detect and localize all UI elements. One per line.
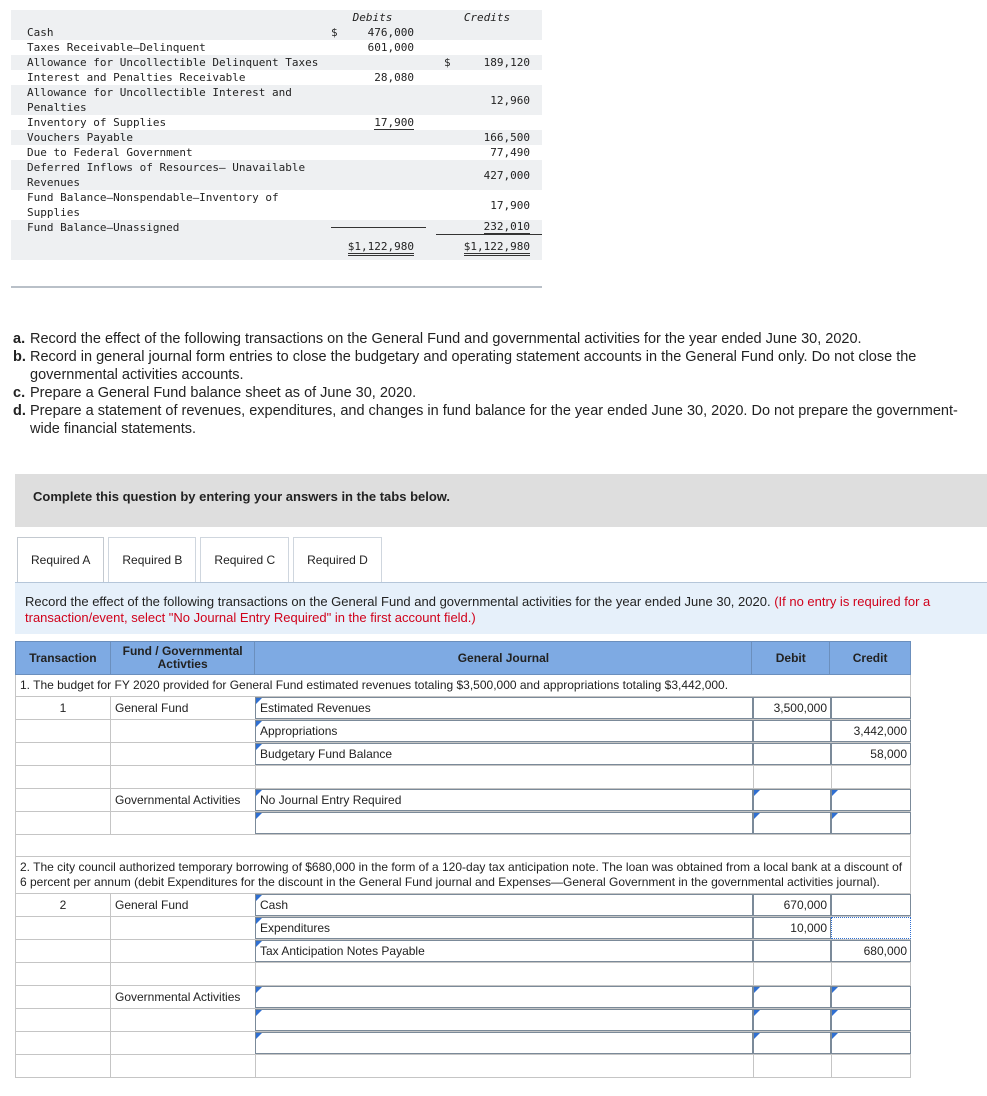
debit-input[interactable]: [753, 1032, 831, 1054]
general-journal-header: General Journal: [255, 642, 752, 674]
account-select[interactable]: [255, 1009, 753, 1031]
debit-amount: 17,900: [374, 115, 414, 129]
table-row: [15, 766, 911, 789]
debit-input[interactable]: [753, 986, 831, 1008]
transaction-description: 2. The city council authorized temporary borrowing of $680,000 in the form of a 120-day tax anticipation note. The loan was obtained from a local bank at a discount of 6 percent per annum (debit Expenditures for the discount in the General Fund journal and Expenses—General Government in the governmental activities journal).: [15, 856, 911, 894]
total-debits: $1,122,980: [348, 240, 414, 256]
credit-input[interactable]: [831, 812, 911, 834]
instructions: [13, 330, 963, 438]
account-select[interactable]: [255, 812, 753, 834]
credit-amount: 232,010: [483, 220, 530, 233]
instruction-b: b. Record in general journal form entries to close the budgetary and operating statement accounts in the General Fund only. Do not close the governmental activities accounts.: [13, 349, 917, 383]
account-name: Inventory of Supplies: [27, 116, 167, 129]
table-row: [15, 1055, 911, 1078]
divider: [11, 286, 542, 288]
credit-input[interactable]: [831, 894, 911, 916]
tab-required-c[interactable]: Required C: [200, 537, 289, 582]
table-row: [15, 720, 911, 743]
table-row: [15, 894, 911, 917]
debit-input[interactable]: [753, 940, 831, 962]
trial-balance-row: [11, 160, 542, 190]
credit-input[interactable]: 680,000: [831, 940, 911, 962]
credit-currency: $: [444, 56, 451, 69]
instruction-c: c. Prepare a General Fund balance sheet as of June 30, 2020.: [13, 385, 417, 401]
debit-currency: $: [331, 26, 338, 39]
credit-amount: 427,000: [483, 168, 530, 182]
credit-amount: 12,960: [490, 93, 530, 107]
credit-header: Credit: [852, 650, 888, 665]
journal-table: [15, 641, 911, 1078]
instruction-a: a. Record the effect of the following transactions on the General Fund and governmental activities for the year ended June 30, 2020.: [13, 331, 862, 347]
credit-input[interactable]: [831, 789, 911, 811]
trial-balance-row: [11, 70, 542, 85]
table-row: [15, 812, 911, 835]
prompt-note: (If no entry is required for a transaction/event, select "No Journal Entry Required" in the first account field.): [25, 594, 931, 625]
trial-balance-header: [11, 10, 542, 25]
credit-input[interactable]: [831, 986, 911, 1008]
credit-input[interactable]: [831, 917, 911, 939]
credit-input[interactable]: 3,442,000: [831, 720, 911, 742]
trial-balance-row: [11, 220, 542, 235]
account-name: Fund Balance—Unassigned: [27, 221, 180, 234]
account-name: Cash: [27, 26, 54, 39]
trial-balance-row: [11, 115, 542, 130]
account-select[interactable]: Budgetary Fund Balance: [255, 743, 753, 765]
total-credits: $1,122,980: [464, 240, 530, 256]
fund-label: Governmental Activities: [110, 986, 255, 1008]
credit-input[interactable]: [831, 1009, 911, 1031]
account-name: Due to Federal Government: [27, 146, 193, 159]
debit-header: Debit: [752, 642, 830, 674]
account-select[interactable]: Expenditures: [255, 917, 753, 939]
trial-balance-row: [11, 85, 542, 115]
tab-required-d[interactable]: Required D: [293, 537, 382, 582]
instruction-banner: Complete this question by entering your answers in the tabs below.: [15, 474, 987, 527]
table-row: [15, 986, 911, 1009]
tab-bar: [17, 537, 386, 582]
trial-balance-row: [11, 145, 542, 160]
credit-input[interactable]: [831, 697, 911, 719]
table-row: [15, 789, 911, 812]
transaction-number: 1: [15, 697, 110, 719]
fund-label: General Fund: [110, 894, 255, 916]
debit-input[interactable]: [753, 1009, 831, 1031]
debit-input[interactable]: [753, 743, 831, 765]
trial-balance-row: [11, 25, 542, 40]
credits-header: Credits: [463, 11, 511, 24]
account-name: Taxes Receivable—Delinquent: [27, 41, 206, 54]
table-row: [15, 697, 911, 720]
transaction-number: 2: [15, 894, 110, 916]
trial-balance-row: [11, 190, 542, 220]
account-select[interactable]: No Journal Entry Required: [255, 789, 753, 811]
fund-header: Fund / Governmental Activties: [111, 642, 256, 674]
credit-amount: 17,900: [490, 198, 530, 212]
account-select[interactable]: Appropriations: [255, 720, 753, 742]
table-row: [15, 940, 911, 963]
debit-input[interactable]: [753, 789, 831, 811]
tab-required-a[interactable]: Required A: [17, 537, 104, 582]
debit-input[interactable]: 10,000: [753, 917, 831, 939]
account-name: Allowance for Uncollectible Interest and Penalties: [27, 86, 292, 114]
journal-header: [15, 641, 911, 675]
instruction-d: d. Prepare a statement of revenues, expenditures, and changes in fund balance for the year ended June 30, 2020. Do not prepare the government-wide financial statements.: [13, 403, 958, 437]
table-row: [15, 963, 911, 986]
credit-input[interactable]: [831, 1032, 911, 1054]
tab-required-b[interactable]: Required B: [108, 537, 196, 582]
credit-amount: 166,500: [483, 131, 530, 144]
debit-input[interactable]: 670,000: [753, 894, 831, 916]
debit-input[interactable]: [753, 720, 831, 742]
account-select[interactable]: [255, 986, 753, 1008]
table-row: [15, 1009, 911, 1032]
debits-header: Debits: [352, 11, 393, 24]
fund-label: Governmental Activities: [110, 789, 255, 811]
account-select[interactable]: [255, 1032, 753, 1054]
account-name: Vouchers Payable: [27, 131, 133, 144]
account-select[interactable]: Estimated Revenues: [255, 697, 753, 719]
trial-balance-row: [11, 40, 542, 55]
account-name: Allowance for Uncollectible Delinquent Taxes: [27, 56, 319, 69]
question-prompt: Record the effect of the following transactions on the General Fund and governmental activities for the year ended June 30, 2020. (If no entry is required for a transaction/event, select "No Journal Entry Required" in the first account field.): [15, 582, 987, 634]
account-select[interactable]: Cash: [255, 894, 753, 916]
table-row: [15, 743, 911, 766]
credit-amount: 77,490: [490, 146, 530, 159]
trial-balance-totals: [11, 235, 542, 260]
account-name: Interest and Penalties Receivable: [27, 71, 246, 84]
credit-input[interactable]: 58,000: [831, 743, 911, 765]
transaction-description: 1. The budget for FY 2020 provided for General Fund estimated revenues totaling $3,500,000 and appropriations totaling $3,442,000.: [15, 675, 911, 697]
fund-label: General Fund: [110, 697, 255, 719]
table-row: [15, 917, 911, 940]
debit-input[interactable]: [753, 812, 831, 834]
trial-balance-row: [11, 130, 542, 145]
debit-amount: 476,000: [367, 26, 414, 39]
account-name: Fund Balance—Nonspendable—Inventory of Supplies: [27, 191, 279, 219]
trial-balance-row: [11, 55, 542, 70]
transaction-header: Transaction: [16, 642, 111, 674]
debit-amount: 601,000: [367, 41, 414, 54]
account-name: Deferred Inflows of Resources— Unavailable Revenues: [27, 161, 306, 189]
trial-balance: [11, 10, 542, 260]
credit-amount: 189,120: [483, 56, 530, 69]
debit-amount: 28,080: [374, 71, 414, 84]
account-select[interactable]: Tax Anticipation Notes Payable: [255, 940, 753, 962]
debit-input[interactable]: 3,500,000: [753, 697, 831, 719]
table-row: [15, 1032, 911, 1055]
